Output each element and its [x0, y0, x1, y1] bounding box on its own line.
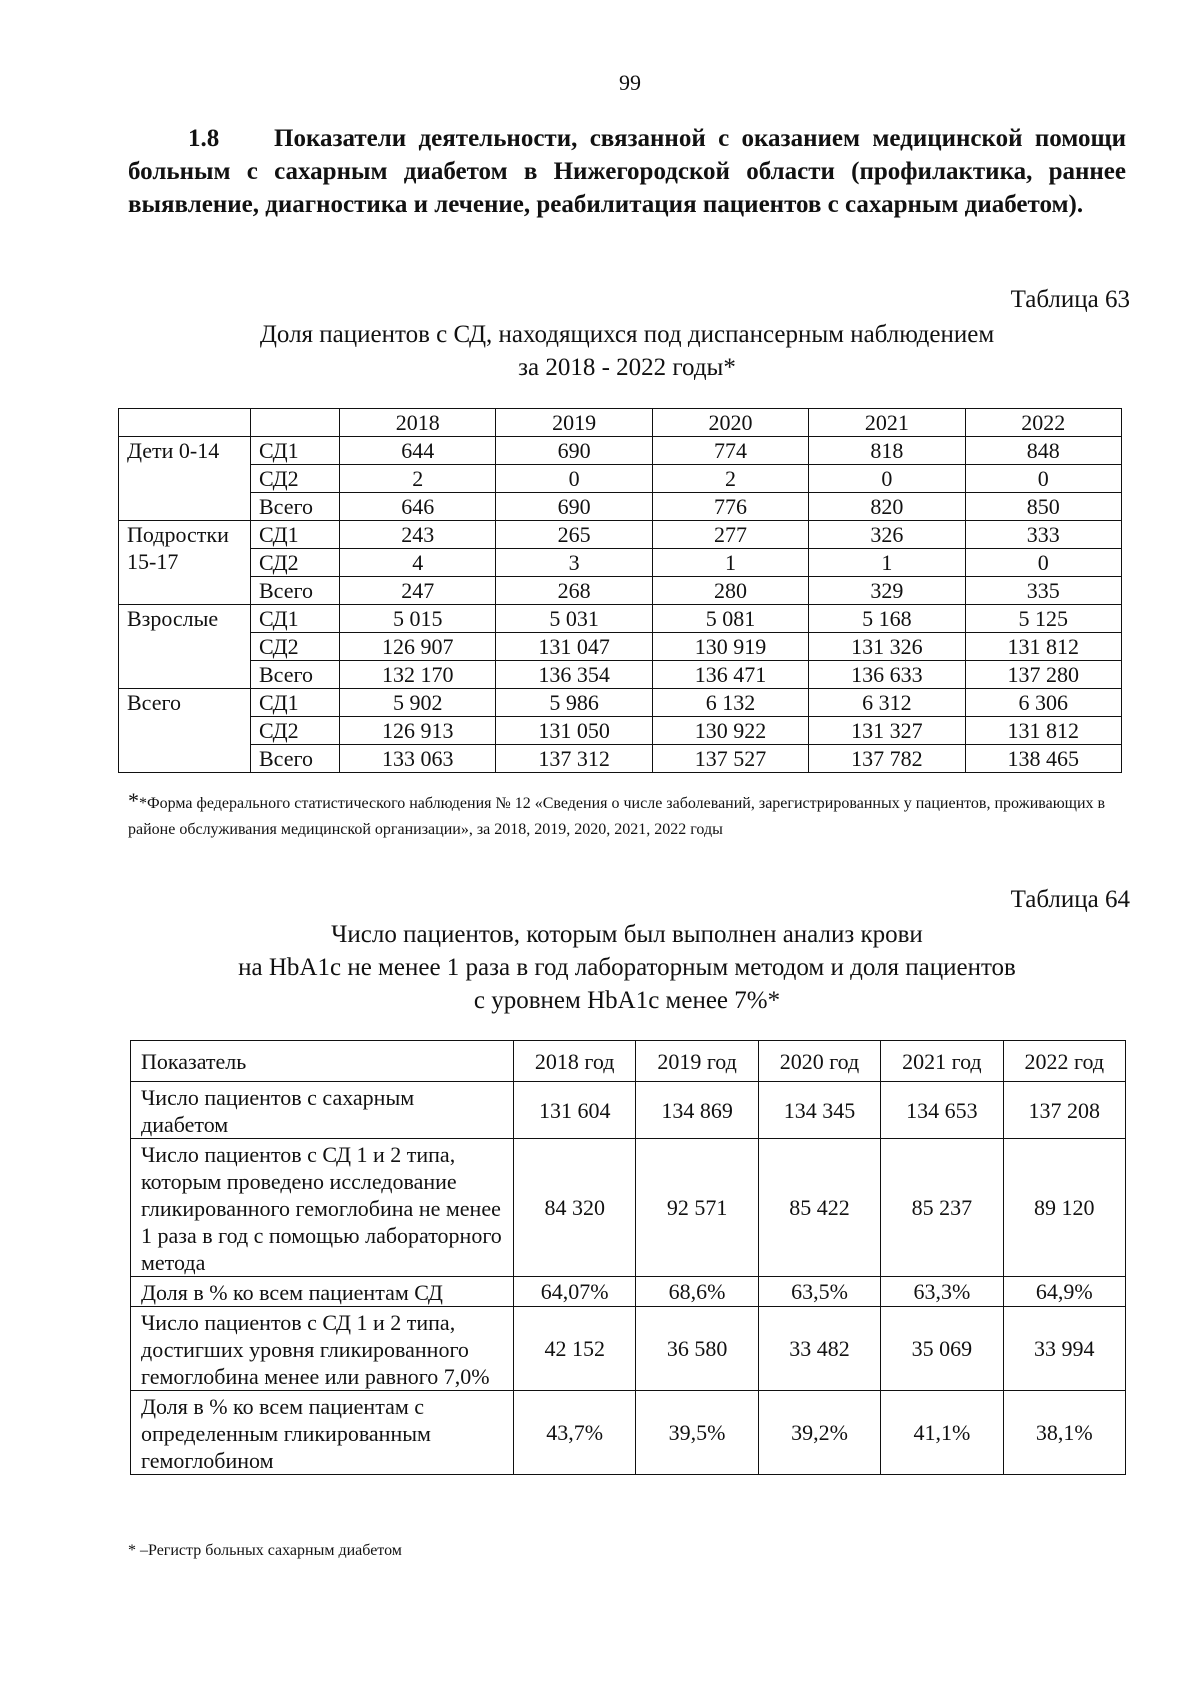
value-cell: 131 812	[965, 717, 1121, 745]
value-cell: 36 580	[636, 1307, 758, 1391]
value-cell: 335	[965, 577, 1121, 605]
page-number: 99	[619, 70, 641, 95]
diabetes-type-cell: СД1	[251, 437, 340, 465]
value-cell: 89 120	[1003, 1139, 1125, 1277]
value-cell: 0	[965, 549, 1121, 577]
value-cell: 131 812	[965, 633, 1121, 661]
diabetes-type-cell: Всего	[251, 661, 340, 689]
value-cell: 644	[340, 437, 496, 465]
value-cell: 136 354	[496, 661, 652, 689]
value-cell: 4	[340, 549, 496, 577]
value-cell: 646	[340, 493, 496, 521]
value-cell: 848	[965, 437, 1121, 465]
value-cell: 134 345	[758, 1082, 880, 1139]
section-title: Показатели деятельности, связанной с оказанием медицинской помощи больным с сахарным диабетом в Нижегородской области (профилактика, раннее выявление, диагностика и лечение, реабилитация пациентов с сахарным диабетом).	[128, 125, 1126, 218]
table-row	[119, 521, 1122, 549]
table-row	[119, 549, 1122, 577]
diabetes-type-cell: СД2	[251, 549, 340, 577]
table-64-footnote: * –Регистр больных сахарным диабетом	[128, 1542, 402, 1559]
table-row	[131, 1277, 1126, 1307]
header-empty-cell	[119, 409, 251, 437]
value-cell: 136 633	[809, 661, 965, 689]
table-row	[131, 1082, 1126, 1139]
table-row	[131, 1139, 1126, 1277]
value-cell: 850	[965, 493, 1121, 521]
value-cell: 690	[496, 437, 652, 465]
table-64-header-row	[131, 1041, 1126, 1082]
value-cell: 126 913	[340, 717, 496, 745]
value-cell: 134 653	[881, 1082, 1003, 1139]
year-header: 2021	[809, 409, 965, 437]
indicator-label: Доля в % ко всем пациентам СД	[131, 1277, 514, 1307]
table-64-title	[128, 918, 1126, 1017]
table-63-header-row	[119, 409, 1122, 437]
table-row	[119, 717, 1122, 745]
table-64-title-line-1: Число пациентов, которым был выполнен анализ крови	[331, 921, 923, 948]
value-cell: 1	[652, 549, 808, 577]
value-cell: 268	[496, 577, 652, 605]
value-cell: 5 168	[809, 605, 965, 633]
table-63	[118, 408, 1122, 773]
table-row	[131, 1391, 1126, 1475]
group-label: Всего	[119, 689, 251, 773]
table-63-footnote-text: *Форма федерального статистического наблюдения № 12 «Сведения о числе заболеваний, зарегистрированных у пациентов, проживающих в районе обслуживания медицинской организации», за 2018, 2019, 2020, 2021, 2022 годы	[128, 795, 1106, 838]
table-64-label: Таблица 64	[1010, 886, 1130, 913]
value-cell: 137 208	[1003, 1082, 1125, 1139]
year-header: 2020 год	[758, 1041, 880, 1082]
value-cell: 0	[965, 465, 1121, 493]
value-cell: 277	[652, 521, 808, 549]
table-64-title-line-3: с уровнем HbA1c менее 7%*	[473, 987, 781, 1014]
value-cell: 774	[652, 437, 808, 465]
value-cell: 329	[809, 577, 965, 605]
table-64	[130, 1040, 1126, 1475]
table-63-label: Таблица 63	[1010, 286, 1130, 313]
value-cell: 6 312	[809, 689, 965, 717]
value-cell: 5 986	[496, 689, 652, 717]
year-header: 2018 год	[514, 1041, 636, 1082]
value-cell: 41,1%	[881, 1391, 1003, 1475]
year-header: 2022	[965, 409, 1121, 437]
value-cell: 0	[809, 465, 965, 493]
year-header: 2022 год	[1003, 1041, 1125, 1082]
value-cell: 6 132	[652, 689, 808, 717]
year-header: 2019	[496, 409, 652, 437]
indicator-label: Число пациентов с СД 1 и 2 типа, которым проведено исследование гликированного гемоглобина не менее 1 раза в год с помощью лабораторного метода	[131, 1139, 514, 1277]
table-row	[119, 633, 1122, 661]
diabetes-type-cell: СД1	[251, 689, 340, 717]
value-cell: 42 152	[514, 1307, 636, 1391]
year-header: 2020	[652, 409, 808, 437]
value-cell: 6 306	[965, 689, 1121, 717]
diabetes-type-cell: СД2	[251, 633, 340, 661]
table-63-title-line-1: Доля пациентов с СД, находящихся под диспансерным наблюдением	[259, 321, 995, 348]
table-row	[119, 465, 1122, 493]
value-cell: 137 782	[809, 745, 965, 773]
section-number: 1.8	[188, 125, 220, 152]
indicator-header: Показатель	[131, 1041, 514, 1082]
value-cell: 38,1%	[1003, 1391, 1125, 1475]
value-cell: 43,7%	[514, 1391, 636, 1475]
value-cell: 776	[652, 493, 808, 521]
value-cell: 280	[652, 577, 808, 605]
value-cell: 265	[496, 521, 652, 549]
value-cell: 92 571	[636, 1139, 758, 1277]
table-row	[119, 437, 1122, 465]
value-cell: 85 237	[881, 1139, 1003, 1277]
value-cell: 131 050	[496, 717, 652, 745]
table-63-title	[128, 318, 1126, 384]
value-cell: 818	[809, 437, 965, 465]
year-header: 2018	[340, 409, 496, 437]
header-empty-cell	[251, 409, 340, 437]
value-cell: 134 869	[636, 1082, 758, 1139]
diabetes-type-cell: СД1	[251, 521, 340, 549]
indicator-label: Число пациентов с СД 1 и 2 типа, достигших уровня гликированного гемоглобина менее или равного 7,0%	[131, 1307, 514, 1391]
value-cell: 64,07%	[514, 1277, 636, 1307]
value-cell: 33 482	[758, 1307, 880, 1391]
value-cell: 33 994	[1003, 1307, 1125, 1391]
value-cell: 84 320	[514, 1139, 636, 1277]
value-cell: 130 919	[652, 633, 808, 661]
value-cell: 136 471	[652, 661, 808, 689]
value-cell: 63,5%	[758, 1277, 880, 1307]
diabetes-type-cell: СД2	[251, 465, 340, 493]
table-row	[119, 577, 1122, 605]
value-cell: 68,6%	[636, 1277, 758, 1307]
group-label: Подростки 15-17	[119, 521, 251, 605]
table-63-footnote	[128, 788, 1126, 843]
group-label: Взрослые	[119, 605, 251, 689]
table-row	[119, 661, 1122, 689]
value-cell: 5 902	[340, 689, 496, 717]
table-row	[119, 745, 1122, 773]
value-cell: 63,3%	[881, 1277, 1003, 1307]
value-cell: 137 312	[496, 745, 652, 773]
value-cell: 137 527	[652, 745, 808, 773]
value-cell: 0	[496, 465, 652, 493]
value-cell: 131 604	[514, 1082, 636, 1139]
value-cell: 130 922	[652, 717, 808, 745]
diabetes-type-cell: Всего	[251, 745, 340, 773]
table-64-title-line-2: на HbA1c не менее 1 раза в год лабораторным методом и доля пациентов	[238, 954, 1016, 981]
value-cell: 2	[652, 465, 808, 493]
value-cell: 5 081	[652, 605, 808, 633]
value-cell: 64,9%	[1003, 1277, 1125, 1307]
section-heading	[128, 122, 1126, 221]
table-row	[119, 605, 1122, 633]
value-cell: 138 465	[965, 745, 1121, 773]
value-cell: 3	[496, 549, 652, 577]
value-cell: 131 047	[496, 633, 652, 661]
footnote-star: *	[128, 788, 139, 813]
value-cell: 690	[496, 493, 652, 521]
value-cell: 85 422	[758, 1139, 880, 1277]
table-63-title-line-2: за 2018 - 2022 годы*	[518, 354, 736, 381]
diabetes-type-cell: Всего	[251, 493, 340, 521]
group-label: Дети 0-14	[119, 437, 251, 521]
table-row	[119, 689, 1122, 717]
value-cell: 326	[809, 521, 965, 549]
value-cell: 39,5%	[636, 1391, 758, 1475]
value-cell: 5 125	[965, 605, 1121, 633]
value-cell: 131 327	[809, 717, 965, 745]
diabetes-type-cell: СД1	[251, 605, 340, 633]
value-cell: 35 069	[881, 1307, 1003, 1391]
value-cell: 5 031	[496, 605, 652, 633]
table-row	[131, 1307, 1126, 1391]
indicator-label: Число пациентов с сахарным диабетом	[131, 1082, 514, 1139]
value-cell: 131 326	[809, 633, 965, 661]
value-cell: 137 280	[965, 661, 1121, 689]
value-cell: 1	[809, 549, 965, 577]
value-cell: 333	[965, 521, 1121, 549]
indicator-label: Доля в % ко всем пациентам с определенным гликированным гемоглобином	[131, 1391, 514, 1475]
value-cell: 126 907	[340, 633, 496, 661]
value-cell: 247	[340, 577, 496, 605]
value-cell: 133 063	[340, 745, 496, 773]
value-cell: 243	[340, 521, 496, 549]
year-header: 2019 год	[636, 1041, 758, 1082]
year-header: 2021 год	[881, 1041, 1003, 1082]
value-cell: 39,2%	[758, 1391, 880, 1475]
value-cell: 132 170	[340, 661, 496, 689]
table-row	[119, 493, 1122, 521]
diabetes-type-cell: СД2	[251, 717, 340, 745]
value-cell: 5 015	[340, 605, 496, 633]
diabetes-type-cell: Всего	[251, 577, 340, 605]
value-cell: 2	[340, 465, 496, 493]
value-cell: 820	[809, 493, 965, 521]
